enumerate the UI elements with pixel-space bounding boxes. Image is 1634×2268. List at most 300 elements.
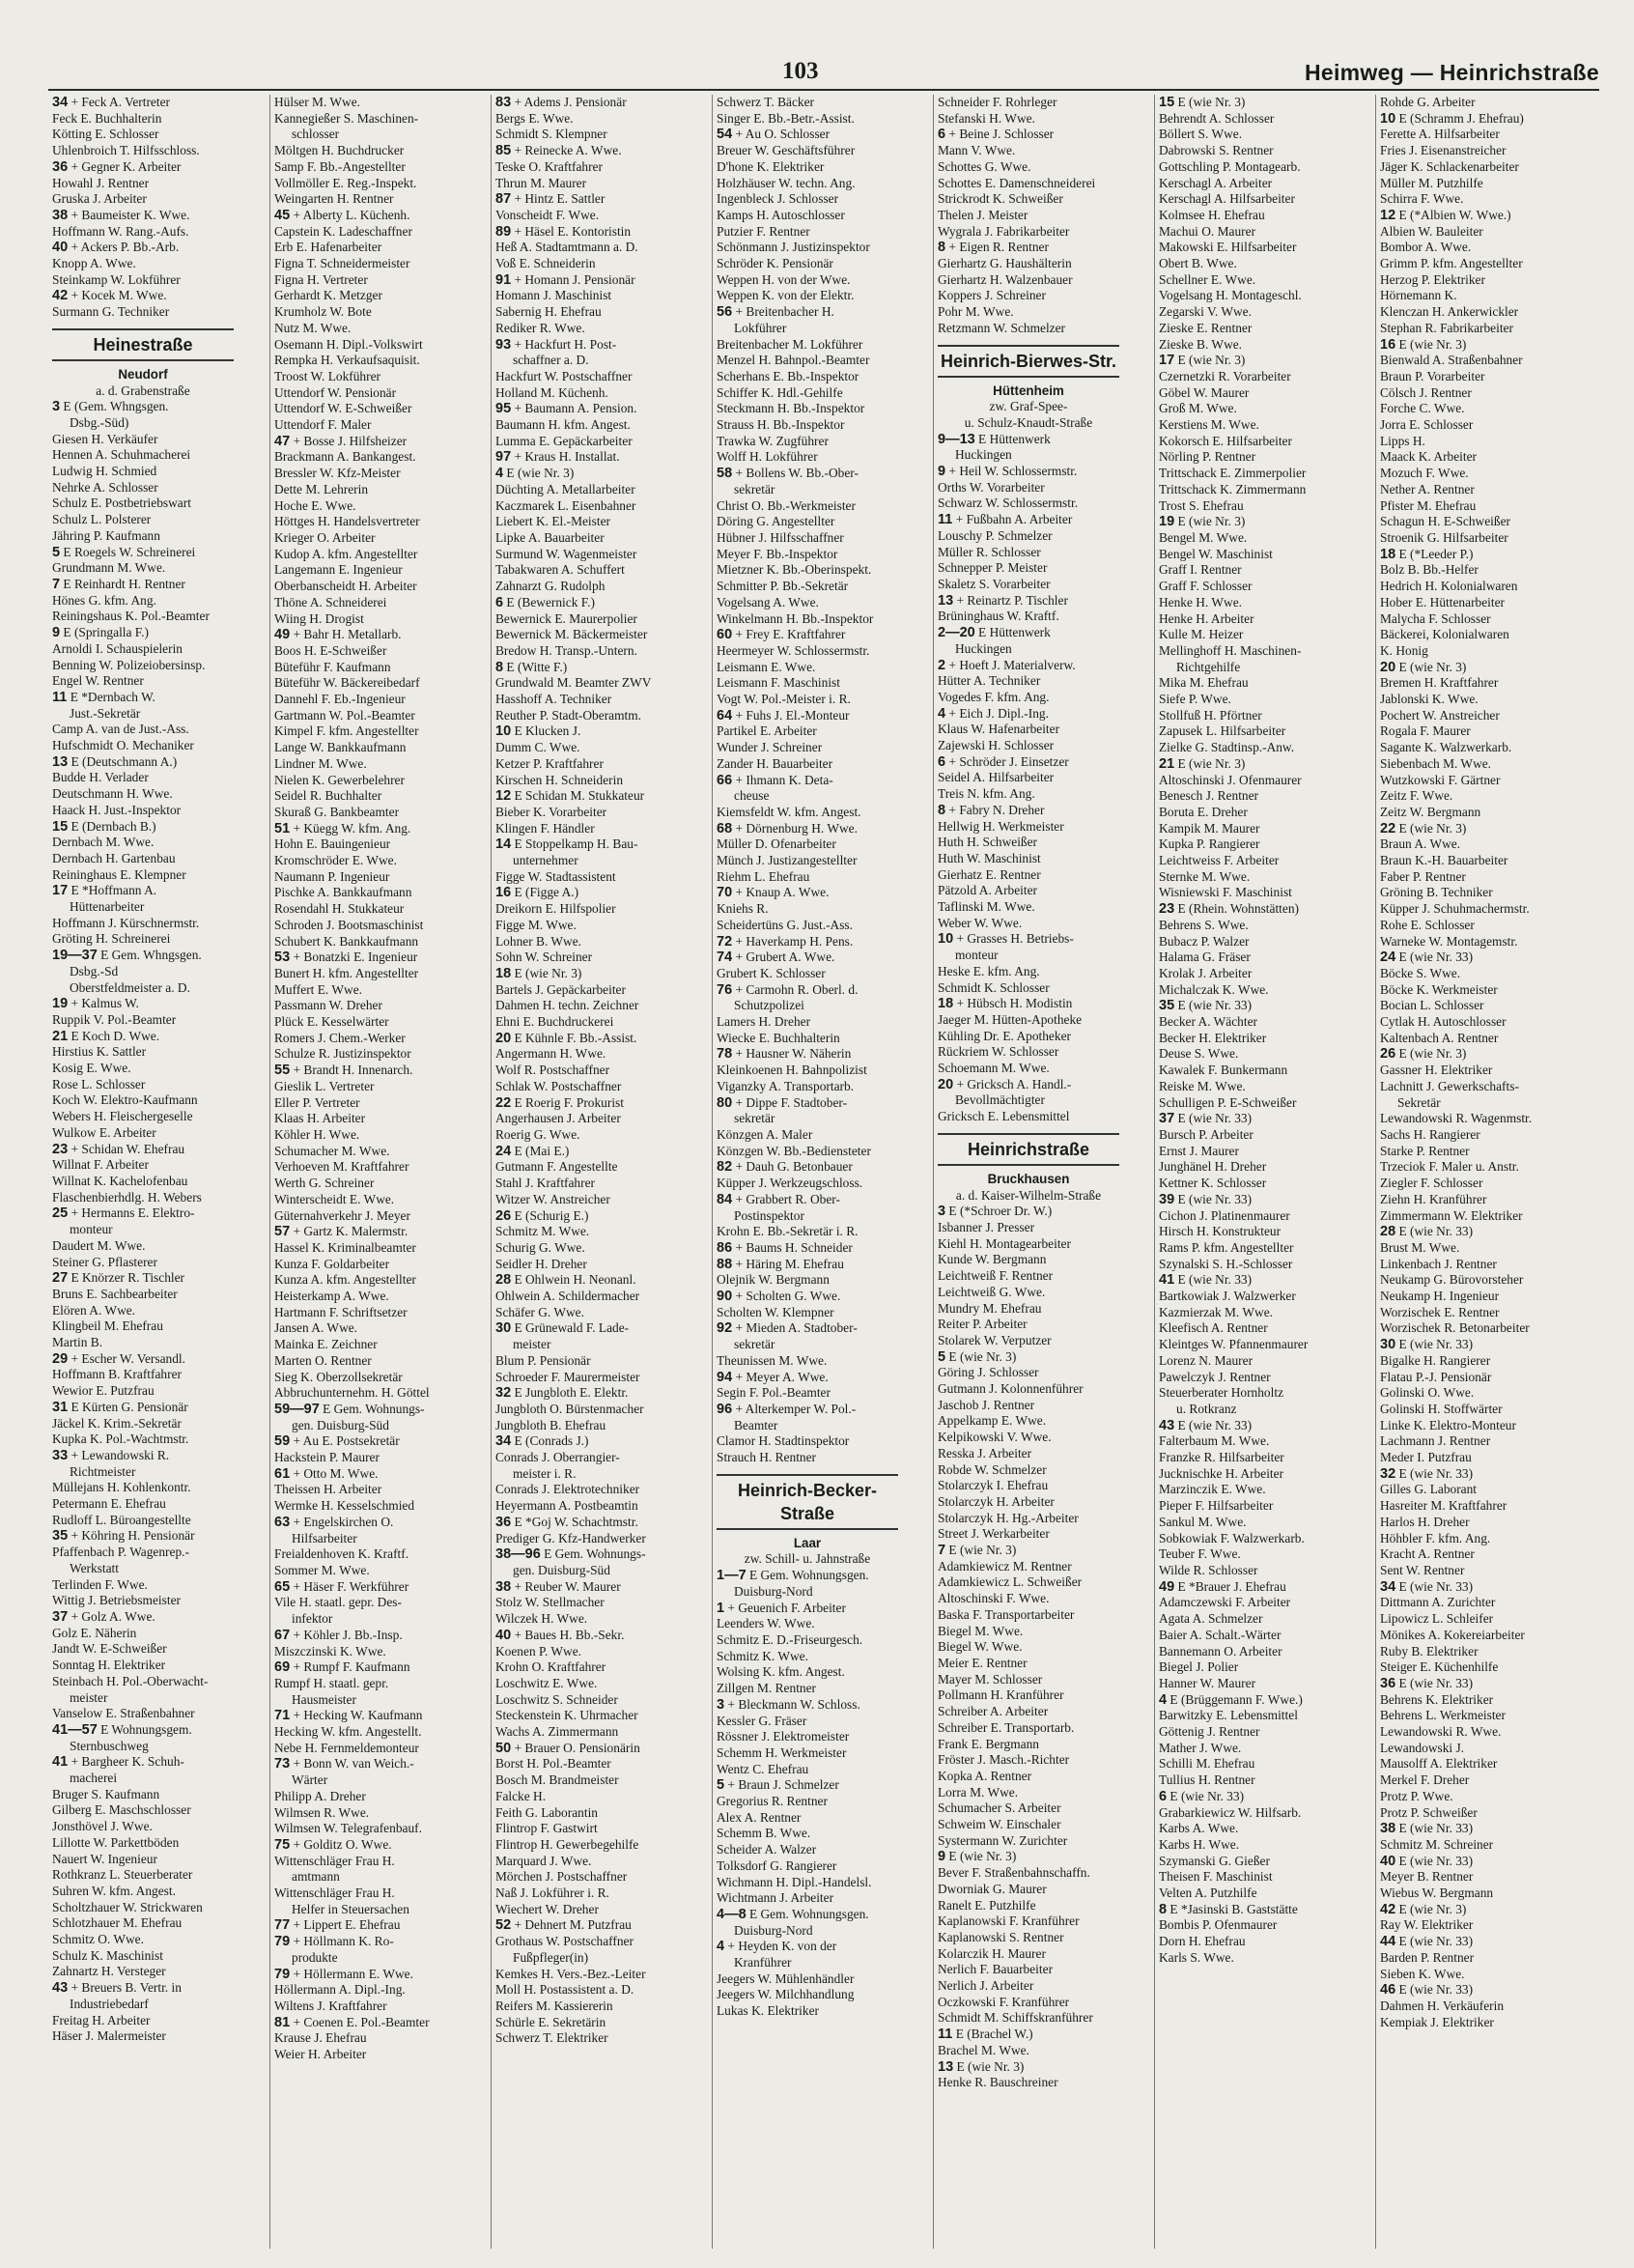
directory-entry: Brackmann A. Bankangest. — [274, 449, 416, 465]
directory-entry: Meder I. Putzfrau — [1380, 1450, 1472, 1465]
directory-entry: Tabakwaren A. Schuffert — [495, 562, 625, 578]
directory-entry: Isbanner J. Presser — [938, 1220, 1035, 1234]
directory-entry: Heermeyer W. Schlossermstr. — [717, 642, 870, 658]
directory-entry: Barden P. Rentner — [1380, 1949, 1475, 1965]
directory-entry: 71 + Hecking W. Kaufmann — [274, 1708, 423, 1724]
directory-entry: 75 + Golditz O. Wwe. — [274, 1836, 392, 1853]
directory-entry: Passmann W. Dreher — [274, 998, 382, 1013]
directory-entry: Graff I. Rentner — [1159, 562, 1242, 578]
directory-entry: 38 E (wie Nr. 33) — [1380, 1821, 1474, 1837]
directory-entry: Leichtweiß G. Wwe. — [938, 1284, 1046, 1299]
directory-entry: Witzer W. Anstreicher — [495, 1191, 610, 1206]
directory-entry: Lukas K. Elektriker — [717, 2003, 819, 2019]
directory-entry: 79 + Höllmann K. Ro- — [274, 1934, 394, 1950]
directory-entry: Ranelt E. Putzhilfe — [938, 1897, 1036, 1913]
directory-entry: Jucknischke H. Arbeiter — [1159, 1465, 1284, 1481]
directory-entry: Hoche E. Wwe. — [274, 497, 356, 513]
directory-entry: 3 + Bleckmann W. Schloss. — [717, 1696, 860, 1713]
directory-entry: Sieg K. Oberzollsekretär — [274, 1369, 403, 1384]
directory-entry: 92 + Mieden A. Stadtober- — [717, 1320, 858, 1337]
directory-entry: 54 + Au O. Schlosser — [717, 127, 831, 143]
directory-entry: Dahmen H. Verkäuferin — [1380, 1998, 1505, 2013]
directory-entry: Marquard J. Wwe. — [495, 1853, 592, 1868]
directory-entry: Schumacher M. Wwe. — [274, 1143, 390, 1158]
directory-entry: 11 E (Brachel W.) — [938, 2027, 1033, 2043]
street-heading: Heinrich-Bierwes-Str. — [938, 345, 1119, 378]
directory-entry: Göring J. Schlosser — [938, 1365, 1039, 1380]
directory-entry: Menzel H. Bahnpol.-Beamter — [717, 353, 870, 368]
directory-entry: Böcke S. Wwe. — [1380, 965, 1461, 980]
directory-entry: Capstein K. Ladeschaffner — [274, 223, 412, 239]
directory-entry: Rams P. kfm. Angestellter — [1159, 1239, 1294, 1255]
directory-entry: Tolksdorf G. Rangierer — [717, 1857, 837, 1873]
directory-entry: Schottes G. Wwe. — [938, 158, 1031, 174]
directory-entry: Hackstein P. Maurer — [274, 1450, 380, 1465]
directory-entry: Adamczewski F. Arbeiter — [1159, 1595, 1291, 1610]
directory-entry: Boos H. E-Schweißer — [274, 642, 387, 658]
directory-entry: Leismann F. Maschinist — [717, 675, 840, 691]
directory-entry: Braun P. Vorarbeiter — [1380, 368, 1485, 383]
directory-entry: 19 E (wie Nr. 3) — [1159, 514, 1246, 530]
directory-entry: 20 + Gricksch A. Handl.- — [938, 1076, 1072, 1092]
directory-entry: Uttendorf W. Pensionär — [274, 384, 397, 400]
directory-entry: Schulz K. Maschinist — [52, 1947, 163, 1963]
directory-entry: 44 E (wie Nr. 33) — [1380, 1934, 1474, 1950]
directory-entry: Reininghaus E. Klempner — [52, 866, 186, 882]
directory-entry: Siebenbach M. Wwe. — [1380, 755, 1492, 771]
directory-entry: 72 + Haverkamp H. Pens. — [717, 933, 854, 950]
directory-entry: 2 + Hoeft J. Materialverw. — [938, 657, 1076, 673]
directory-entry: Seidel A. Hilfsarbeiter — [938, 770, 1055, 785]
directory-entry: Kolmsee H. Ehefrau — [1159, 207, 1265, 222]
directory-entry: Schulz L. Polsterer — [52, 512, 152, 527]
directory-entry: Rothkranz L. Steuerberater — [52, 1867, 193, 1883]
directory-entry: Tullius H. Rentner — [1159, 1772, 1255, 1788]
directory-entry: Jansen A. Wwe. — [274, 1320, 358, 1336]
directory-entry: Kelpikowski V. Wwe. — [938, 1430, 1052, 1445]
directory-entry: Bevollmächtigter — [955, 1092, 1045, 1108]
directory-entry: Camp A. van de Just.-Ass. — [52, 722, 189, 737]
directory-entry: Weppen H. von der Wwe. — [717, 271, 851, 287]
directory-entry: Hoffmann J. Kürschnermstr. — [52, 915, 200, 930]
directory-entry: Boruta E. Dreher — [1159, 804, 1248, 819]
directory-entry: 4 + Eich J. Dipl.-Ing. — [938, 705, 1049, 722]
directory-entry: 35 E (wie Nr. 33) — [1159, 998, 1253, 1014]
directory-entry: Mörchen J. Postschaffner — [495, 1869, 628, 1885]
directory-entry: Obert B. Wwe. — [1159, 256, 1237, 271]
directory-entry: 36 E *Goj W. Schachtmstr. — [495, 1514, 638, 1530]
directory-entry: Kimpel F. kfm. Angestellter — [274, 723, 419, 739]
directory-entry: Grothaus W. Postschaffner — [495, 1934, 634, 1949]
directory-entry: 8 E *Jasinski B. Gaststätte — [1159, 1901, 1298, 1917]
directory-entry: Jeegers W. Mühlenhändler — [717, 1970, 855, 1986]
directory-entry: Kupka P. Rangierer — [1159, 836, 1260, 852]
directory-entry: Koch W. Elektro-Kaufmann — [52, 1092, 198, 1108]
directory-entry: Güternahverkehr J. Meyer — [274, 1207, 410, 1223]
directory-entry: Klingen F. Händler — [495, 820, 595, 836]
directory-entry: Gerhardt K. Metzger — [274, 288, 382, 303]
directory-entry: Bursch P. Arbeiter — [1159, 1127, 1254, 1142]
directory-entry: Neukamp H. Ingenieur — [1380, 1289, 1500, 1304]
directory-entry: Gierhartz H. Walzenbauer — [938, 271, 1073, 287]
directory-entry: Behrens K. Elektriker — [1380, 1691, 1494, 1707]
directory-entry: Makowski E. Hilfsarbeiter — [1159, 240, 1297, 255]
directory-entry: Schnepper P. Meister — [938, 560, 1048, 576]
directory-entry: 42 E (wie Nr. 3) — [1380, 1901, 1467, 1917]
directory-entry: Eller P. Vertreter — [274, 1094, 360, 1110]
directory-entry: Weingarten H. Rentner — [274, 191, 394, 207]
directory-entry: Biegel M. Wwe. — [938, 1623, 1024, 1638]
directory-entry: sekretär — [734, 1111, 775, 1126]
directory-entry: 77 + Lippert E. Ehefrau — [274, 1917, 401, 1934]
directory-entry: 82 + Dauh G. Betonbauer — [717, 1159, 853, 1176]
directory-entry: 31 E Kürten G. Pensionär — [52, 1399, 188, 1415]
directory-entry: Faber P. Rentner — [1380, 868, 1466, 884]
directory-entry: Wiechert W. Dreher — [495, 1901, 599, 1916]
directory-entry: Kunza F. Goldarbeiter — [274, 1256, 390, 1271]
directory-entry: Postinspektor — [734, 1207, 804, 1223]
directory-entry: Halama G. Fräser — [1159, 950, 1251, 965]
directory-entry: Sommer M. Wwe. — [274, 1562, 370, 1577]
directory-entry: Fries J. Eisenanstreicher — [1380, 143, 1507, 158]
directory-entry: Kerstiens M. Wwe. — [1159, 417, 1259, 433]
directory-entry: Clamor H. Stadtinspektor — [717, 1433, 850, 1449]
directory-entry: Krohn E. Bb.-Sekretär i. R. — [717, 1224, 859, 1239]
directory-entry: Behrens S. Wwe. — [1159, 917, 1249, 932]
directory-entry: 19 + Kalmus W. — [52, 996, 139, 1012]
directory-entry: Ferette A. Hilfsarbeiter — [1380, 127, 1500, 142]
directory-entry: 84 + Grabbert R. Ober- — [717, 1191, 840, 1207]
directory-entry: Lachmann J. Rentner — [1380, 1433, 1491, 1449]
directory-entry: Scholten W. Klempner — [717, 1304, 834, 1319]
directory-entry: Merkel F. Dreher — [1380, 1772, 1470, 1788]
directory-entry: Gartmann W. Pol.-Beamter — [274, 707, 415, 723]
directory-entry: Appelkamp E. Wwe. — [938, 1413, 1047, 1429]
directory-entry: 56 + Breitenbacher H. — [717, 304, 834, 321]
directory-entry: Schulze R. Justizinspektor — [274, 1046, 411, 1062]
directory-entry: Cölsch J. Rentner — [1380, 384, 1472, 400]
directory-entry: Schneider F. Rohrleger — [938, 95, 1057, 109]
directory-entry: 23 E (Rhein. Wohnstätten) — [1159, 901, 1299, 918]
directory-entry: Uttendorf F. Maler — [274, 417, 372, 433]
directory-entry: 37 + Golz A. Wwe. — [52, 1608, 155, 1625]
directory-entry: Grubert K. Schlosser — [717, 965, 826, 980]
directory-entry: Sternke M. Wwe. — [1159, 868, 1251, 884]
directory-entry: Agata A. Schmelzer — [1159, 1611, 1263, 1627]
directory-entry: Rosendahl H. Stukkateur — [274, 901, 405, 917]
directory-entry: Wiecke E. Buchhalterin — [717, 1030, 840, 1045]
directory-entry: Roerig G. Wwe. — [495, 1127, 580, 1142]
directory-entry: 21 E Koch D. Wwe. — [52, 1028, 160, 1044]
directory-entry: Bosch M. Brandmeister — [495, 1772, 619, 1788]
directory-entry: Barwitzky E. Lebensmittel — [1159, 1708, 1298, 1723]
directory-entry: 7 E Reinhardt H. Rentner — [52, 576, 185, 592]
directory-entry: Hütter A. Techniker — [938, 673, 1041, 689]
directory-entry: Mayer M. Schlosser — [938, 1671, 1043, 1687]
directory-entry: 8 E (Witte F.) — [495, 659, 568, 675]
directory-entry: Breitenbacher M. Lokführer — [717, 336, 863, 352]
directory-entry: Karbs A. Wwe. — [1159, 1821, 1239, 1836]
directory-entry: Steiger E. Küchenhilfe — [1380, 1659, 1499, 1675]
directory-entry: Kannegießer S. Maschinen- — [274, 110, 419, 126]
directory-entry: Theissen H. Arbeiter — [274, 1482, 382, 1497]
directory-entry: 45 + Alberty L. Küchenh. — [274, 207, 410, 223]
directory-entry: 68 + Dörnenburg H. Wwe. — [717, 820, 858, 836]
directory-entry: 58 + Bollens W. Bb.-Ober- — [717, 466, 859, 482]
directory-entry: Hüttenarbeiter — [70, 899, 145, 915]
directory-entry: Duisburg-Nord — [734, 1922, 813, 1938]
directory-entry: Altoschinski F. Wwe. — [938, 1591, 1050, 1606]
directory-entry: 18 + Hübsch H. Modistin — [938, 996, 1073, 1012]
directory-entry: Golinski O. Wwe. — [1380, 1385, 1475, 1401]
directory-entry: Kühling Dr. E. Apotheker — [938, 1028, 1071, 1043]
directory-entry: Surmund W. Wagenmeister — [495, 546, 637, 561]
directory-entry: Jähring P. Kaufmann — [52, 527, 160, 543]
directory-entry: Jablonski K. Wwe. — [1380, 692, 1479, 707]
directory-entry: Kranführer — [734, 1955, 792, 1970]
directory-entry: Mundry M. Ehefrau — [938, 1300, 1042, 1316]
directory-entry: Dreikorn E. Hilfspolier — [495, 901, 616, 917]
directory-entry: 41—57 E Wohnungsgem. — [52, 1721, 192, 1738]
directory-entry: Ray W. Elektriker — [1380, 1917, 1474, 1933]
directory-entry: Engel W. Rentner — [52, 673, 144, 689]
directory-entry: 59—97 E Gem. Wohnungs- — [274, 1401, 425, 1417]
directory-entry: Beamter — [734, 1417, 778, 1432]
directory-entry: 9 + Heil W. Schlossermstr. — [938, 464, 1078, 480]
directory-entry: Teske O. Kraftfahrer — [495, 158, 603, 174]
directory-entry: Huth H. Schweißer — [938, 835, 1038, 850]
directory-entry: Strauss H. Bb.-Inspektor — [717, 417, 845, 433]
directory-entry: Michalczak K. Wwe. — [1159, 981, 1269, 997]
directory-entry: Viganzky A. Transportarb. — [717, 1078, 855, 1093]
directory-entry: Wunder J. Schreiner — [717, 740, 823, 755]
directory-entry: Schroden J. Bootsmaschinist — [274, 917, 424, 932]
directory-entry: Müller R. Schlosser — [938, 544, 1041, 559]
directory-entry: Münch J. Justizangestellter — [717, 853, 858, 868]
directory-entry: Gilles G. Laborant — [1380, 1482, 1478, 1497]
directory-entry: 36 E (wie Nr. 33) — [1380, 1675, 1474, 1691]
directory-entry: 10 E Klucken J. — [495, 723, 581, 740]
directory-entry: Schellner E. Wwe. — [1159, 271, 1256, 287]
directory-entry: Bunert H. kfm. Angestellter — [274, 965, 419, 980]
directory-entry: Schmitz E. D.-Friseurgesch. — [717, 1631, 863, 1647]
directory-entry: Reifers M. Kassiererin — [495, 1998, 613, 2013]
directory-entry: Trawka W. Zugführer — [717, 433, 829, 448]
directory-entry: Naß J. Lokführer i. R. — [495, 1885, 609, 1901]
directory-entry: 39 E (wie Nr. 33) — [1159, 1191, 1253, 1207]
directory-entry: Reiningshaus K. Pol.-Beamter — [52, 609, 210, 624]
directory-entry: Golz E. Näherin — [52, 1625, 137, 1640]
directory-entry: 13 E (wie Nr. 3) — [938, 2058, 1025, 2075]
directory-entry: Lipke A. Bauarbeiter — [495, 529, 605, 545]
directory-entry: Figge M. Wwe. — [495, 917, 577, 932]
directory-entry: Thöne A. Schneiderei — [274, 594, 387, 610]
directory-entry: Stolarczyk H. Hg.-Arbeiter — [938, 1510, 1079, 1525]
directory-entry: 90 + Scholten G. Wwe. — [717, 1289, 841, 1305]
directory-entry: 47 + Bosse J. Hilfsheizer — [274, 433, 408, 449]
directory-entry: Klenczan H. Ankerwickler — [1380, 304, 1519, 320]
directory-entry: Zapusek L. Hilfsarbeiter — [1159, 723, 1286, 739]
directory-entry: Bredow H. Transp.-Untern. — [495, 642, 637, 658]
directory-entry: 81 + Coenen E. Pol.-Beamter — [274, 2014, 430, 2030]
directory-entry: Resska J. Arbeiter — [938, 1445, 1032, 1460]
directory-entry: Nauert W. Ingenieur — [52, 1851, 157, 1866]
directory-entry: Vogt W. Pol.-Meister i. R. — [717, 692, 851, 707]
directory-entry: 17 E (wie Nr. 3) — [1159, 353, 1246, 369]
directory-entry: Steckenstein K. Uhrmacher — [495, 1708, 638, 1723]
directory-entry: 97 + Kraus H. Installat. — [495, 449, 620, 466]
directory-entry: Koppers J. Schreiner — [938, 288, 1046, 303]
directory-entry: Pätzold A. Arbeiter — [938, 883, 1038, 898]
directory-entry: 27 E Knörzer R. Tischler — [52, 1270, 185, 1287]
directory-entry: 83 + Adems J. Pensionär — [495, 95, 627, 110]
directory-entry: 26 E (wie Nr. 3) — [1380, 1046, 1467, 1063]
directory-entry: Wentz C. Ehefrau — [717, 1761, 809, 1776]
directory-entry: Herzog P. Elektriker — [1380, 271, 1485, 287]
directory-entry: Gutmann F. Angestellte — [495, 1159, 618, 1175]
directory-entry: Hasshoff A. Techniker — [495, 692, 612, 707]
directory-entry: Pohr M. Wwe. — [938, 304, 1014, 320]
directory-entry: 80 + Dippe F. Stadtober- — [717, 1094, 848, 1111]
directory-entry: Werth G. Schreiner — [274, 1176, 375, 1191]
directory-entry: 9—13 E Hüttenwerk — [938, 431, 1051, 447]
directory-entry: Dittmann A. Zurichter — [1380, 1595, 1496, 1610]
directory-entry: Pfaffenbach P. Wagenrep.- — [52, 1545, 189, 1560]
directory-entry: Martin B. — [52, 1335, 103, 1350]
directory-entry: Langemann E. Ingenieur — [274, 562, 403, 578]
directory-entry: Steinbach H. Pol.-Oberwacht- — [52, 1673, 209, 1688]
directory-entry: Ehni E. Buchdruckerei — [495, 1014, 614, 1030]
directory-entry: Kulle M. Heizer — [1159, 627, 1244, 642]
directory-entry: 91 + Homann J. Pensionär — [495, 271, 635, 288]
directory-entry: Haack H. Just.-Inspektor — [52, 802, 182, 817]
directory-entry: 35 + Köhring H. Pensionär — [52, 1528, 195, 1545]
directory-entry: 57 + Gartz K. Malermstr. — [274, 1224, 408, 1240]
directory-entry: Jandt W. E-Schweißer — [52, 1641, 167, 1657]
directory-entry: 10 + Grasses H. Betriebs- — [938, 931, 1074, 948]
directory-entry: sekretär — [734, 1337, 775, 1352]
directory-entry: Dahmen H. techn. Zeichner — [495, 998, 639, 1013]
directory-entry: 51 + Küegg W. kfm. Ang. — [274, 820, 411, 836]
directory-entry: cheuse — [734, 788, 770, 804]
directory-entry: Forche C. Wwe. — [1380, 401, 1465, 416]
directory-entry: Weber W. Wwe. — [938, 915, 1023, 930]
directory-entry: Küpper J. Werkzeugschloss. — [717, 1176, 863, 1191]
directory-entry: Düchting A. Metallarbeiter — [495, 481, 635, 496]
directory-entry: 14 E Stoppelkamp H. Bau- — [495, 836, 638, 853]
directory-entry: Philipp A. Dreher — [274, 1788, 366, 1803]
directory-entry: Lorra M. Wwe. — [938, 1784, 1019, 1800]
directory-entry: Jaschob J. Rentner — [938, 1397, 1035, 1412]
directory-entry: Wiebus W. Bergmann — [1380, 1885, 1494, 1901]
directory-entry: Bubacz P. Walzer — [1159, 933, 1250, 949]
street-location: zw. Graf-Spee- — [989, 399, 1068, 414]
directory-entry: Winkelmann H. Bb.-Inspektor — [717, 610, 874, 626]
directory-entry: 93 + Hackfurt H. Post- — [495, 336, 617, 353]
directory-entry: 69 + Rumpf F. Kaufmann — [274, 1659, 410, 1676]
directory-entry: Wilczek H. Wwe. — [495, 1611, 588, 1627]
directory-entry: Schmidt S. Klempner — [495, 127, 607, 142]
directory-entry: Prediger G. Kfz-Handwerker — [495, 1530, 646, 1545]
directory-entry: Schwarz W. Schlossermstr. — [938, 496, 1079, 511]
directory-entry: Grundwald M. Beamter ZWV — [495, 675, 652, 691]
directory-entry: Stephan R. Fabrikarbeiter — [1380, 320, 1513, 335]
street-location: a. d. Kaiser-Wilhelm-Straße — [955, 1187, 1102, 1203]
directory-entry: Mietzner K. Bb.-Oberinspekt. — [717, 562, 872, 578]
directory-entry: Hörnemann K. — [1380, 288, 1457, 303]
directory-entry: Angerhausen J. Arbeiter — [495, 1111, 621, 1126]
directory-entry: Bäckerei, Kolonialwaren — [1380, 627, 1509, 642]
directory-entry: Nutz M. Wwe. — [274, 320, 352, 335]
directory-entry: Protz P. Schweißer — [1380, 1804, 1478, 1820]
directory-entry: Bewernick E. Maurerpolier — [495, 610, 637, 626]
directory-entry: 4 + Heyden K. von der — [717, 1939, 837, 1955]
directory-entry: Muffert E. Wwe. — [274, 981, 362, 997]
directory-entry: Bergs E. Wwe. — [495, 110, 574, 126]
directory-entry: Knopp A. Wwe. — [52, 256, 136, 271]
directory-entry: Braun A. Wwe. — [1380, 836, 1461, 852]
directory-entry: Heisterkamp A. Wwe. — [274, 1289, 389, 1304]
page-number: 103 — [782, 58, 819, 84]
directory-entry: Wittenschläger Frau H. — [274, 1885, 395, 1901]
directory-entry: 17 E *Hoffmann A. — [52, 883, 157, 899]
directory-entry: 52 + Dehnert M. Putzfrau — [495, 1917, 632, 1934]
directory-entry: Wutzkowski F. Gärtner — [1380, 772, 1501, 787]
directory-entry: amtmann — [292, 1869, 340, 1885]
directory-entry: Richtgehilfe — [1176, 659, 1241, 674]
directory-entry: 74 + Grubert A. Wwe. — [717, 950, 835, 966]
directory-entry: Seidler H. Dreher — [495, 1256, 587, 1271]
directory-entry: Becker A. Wächter — [1159, 1014, 1257, 1030]
directory-entry: Zahnartz H. Versteger — [52, 1964, 166, 1979]
directory-entry: meister i. R. — [513, 1465, 577, 1481]
directory-entry: Industriebedarf — [70, 1996, 149, 2011]
directory-entry: 32 E (wie Nr. 33) — [1380, 1465, 1474, 1482]
directory-entry: Plück E. Kesselwärter — [274, 1014, 389, 1030]
directory-entry: Häser J. Malermeister — [52, 2028, 166, 2044]
directory-entry: Kiemsfeldt W. kfm. Angest. — [717, 804, 861, 819]
directory-entry: 38 + Baumeister K. Wwe. — [52, 207, 190, 223]
directory-entry: Klaas H. Arbeiter — [274, 1111, 366, 1126]
column-5 — [933, 95, 1123, 2249]
directory-entry: Jaeger M. Hütten-Apotheke — [938, 1011, 1083, 1027]
directory-entry: Bannemann O. Arbeiter — [1159, 1643, 1282, 1658]
directory-entry: Kampik M. Maurer — [1159, 820, 1260, 836]
directory-entry: Linke K. Elektro-Monteur — [1380, 1417, 1516, 1432]
district-name: Neudorf — [118, 366, 168, 382]
directory-entry: Rössner J. Elektromeister — [717, 1729, 850, 1744]
directory-entry: Moll H. Postassistent a. D. — [495, 1982, 634, 1998]
directory-entry: Figna T. Schneidermeister — [274, 256, 410, 271]
directory-entry: Wolff H. Lokführer — [717, 449, 818, 465]
directory-entry: schaffner a. D. — [513, 353, 589, 368]
directory-entry: Gassner H. Elektriker — [1380, 1063, 1493, 1078]
directory-entry: Lipowicz L. Schleifer — [1380, 1611, 1494, 1627]
directory-entry: unternehmer — [513, 853, 578, 868]
directory-entry: 43 E (wie Nr. 33) — [1159, 1417, 1253, 1433]
directory-entry: Steuerberater Hornholtz — [1159, 1385, 1284, 1401]
column-2 — [269, 95, 460, 2249]
directory-entry: Machui O. Maurer — [1159, 223, 1256, 239]
directory-entry: Behrens L. Werkmeister — [1380, 1708, 1506, 1723]
directory-entry: Daudert M. Wwe. — [52, 1237, 146, 1253]
directory-entry: Schreiber E. Transportarb. — [938, 1719, 1075, 1735]
directory-entry: Hufschmidt O. Mechaniker — [52, 738, 194, 753]
directory-entry: Steinkamp W. Lokführer — [52, 271, 181, 287]
directory-entry: Brüninghaus W. Kraftf. — [938, 609, 1059, 624]
directory-entry: Theunissen M. Wwe. — [717, 1352, 828, 1368]
directory-entry: gen. Duisburg-Süd — [513, 1562, 610, 1577]
